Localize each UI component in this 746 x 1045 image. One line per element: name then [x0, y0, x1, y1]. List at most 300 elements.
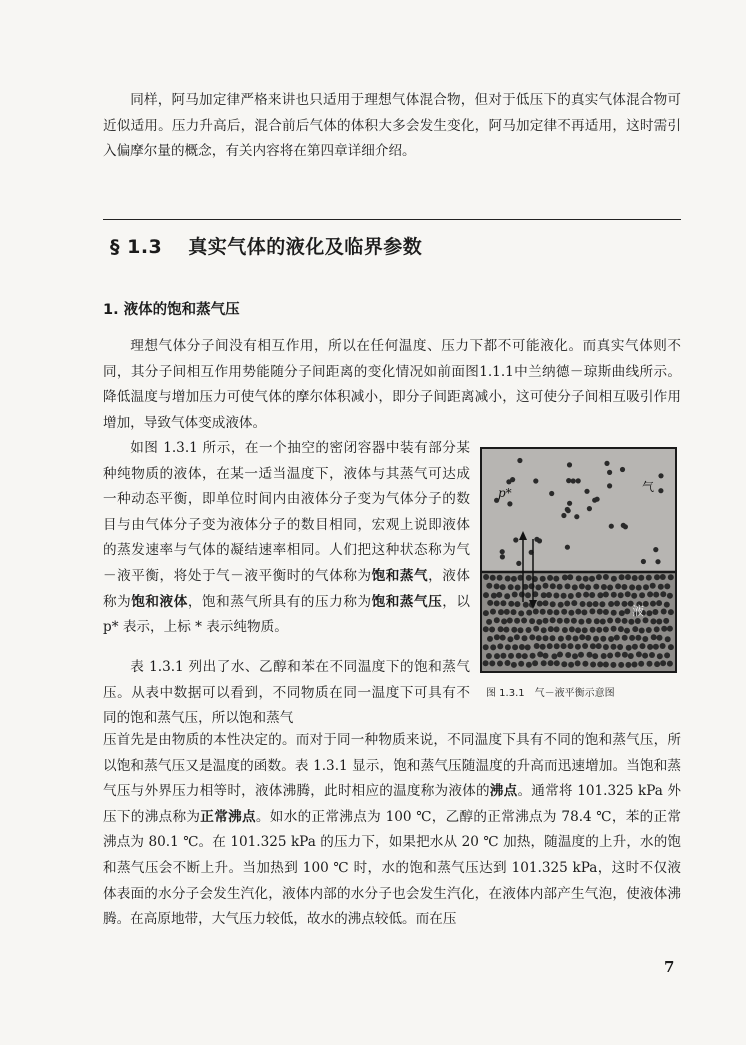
liquid-molecule [653, 644, 659, 650]
liquid-molecule [601, 584, 607, 590]
liquid-molecule [503, 627, 509, 633]
paragraph-equilibrium [103, 436, 470, 641]
gas-molecule [571, 478, 576, 483]
liquid-molecule [543, 635, 549, 641]
liquid-molecule [660, 591, 666, 597]
gas-molecule [584, 489, 589, 494]
label-p-star: p* [498, 486, 512, 500]
liquid-molecule [500, 653, 506, 659]
liquid-molecule [643, 617, 649, 623]
liquid-molecule [635, 635, 641, 641]
liquid-molecule [621, 584, 627, 590]
liquid-molecule [523, 602, 529, 608]
liquid-molecule [652, 609, 658, 615]
liquid-molecule [667, 593, 673, 599]
liquid-molecule [534, 643, 540, 649]
gas-molecule [566, 478, 571, 483]
liquid-molecule [518, 610, 524, 616]
liquid-molecule [625, 662, 631, 668]
liquid-molecule [551, 653, 557, 659]
paragraph-boiling-point [103, 728, 681, 933]
liquid-molecule [496, 592, 502, 598]
liquid-molecule [535, 584, 541, 590]
liquid-molecule [611, 576, 617, 582]
liquid-molecule [597, 609, 603, 615]
liquid-molecule [547, 643, 553, 649]
liquid-molecule [603, 574, 609, 580]
liquid-molecule [507, 618, 513, 624]
gas-molecule [607, 483, 612, 488]
liquid-molecule [593, 601, 599, 607]
liquid-molecule [514, 618, 520, 624]
liquid-molecule [603, 592, 609, 598]
liquid-molecule [643, 584, 649, 590]
liquid-molecule [596, 627, 602, 633]
liquid-molecule [597, 592, 603, 598]
liquid-molecule [543, 618, 549, 624]
liquid-molecule [553, 576, 559, 582]
liquid-molecule [541, 660, 547, 666]
liquid-molecule [504, 593, 510, 599]
liquid-molecule [530, 653, 536, 659]
liquid-molecule [541, 592, 547, 598]
liquid-molecule [603, 627, 609, 633]
liquid-molecule [550, 635, 556, 641]
liquid-molecule [494, 653, 500, 659]
liquid-molecule [629, 635, 635, 641]
liquid-molecule [642, 636, 648, 642]
figure-caption: 图 1.3.1 气－液平衡示意图 [486, 688, 615, 699]
liquid-molecule [622, 652, 628, 658]
liquid-molecule [522, 635, 528, 641]
liquid-molecule [581, 609, 587, 615]
liquid-molecule [632, 644, 638, 650]
liquid-molecule [665, 636, 671, 642]
liquid-molecule [668, 644, 674, 650]
liquid-molecule [500, 600, 506, 606]
liquid-molecule [592, 653, 598, 659]
gas-molecule [621, 523, 626, 528]
liquid-molecule [625, 574, 631, 580]
liquid-molecule [590, 662, 596, 668]
liquid-molecule [661, 626, 667, 632]
liquid-molecule [489, 660, 495, 666]
liquid-molecule [550, 583, 556, 589]
liquid-molecule [600, 636, 606, 642]
liquid-molecule [650, 601, 656, 607]
liquid-molecule [603, 644, 609, 650]
liquid-molecule [615, 652, 621, 658]
liquid-molecule [512, 592, 518, 598]
liquid-molecule [668, 574, 674, 580]
liquid-molecule [505, 660, 511, 666]
liquid-molecule [494, 583, 500, 589]
gas-molecule [658, 488, 663, 493]
liquid-molecule [568, 593, 574, 599]
liquid-molecule [656, 600, 662, 606]
liquid-molecule [525, 644, 531, 650]
liquid-molecule [582, 643, 588, 649]
liquid-molecule [657, 653, 663, 659]
liquid-molecule [569, 626, 575, 632]
liquid-molecule [593, 636, 599, 642]
liquid-molecule [548, 660, 554, 666]
liquid-molecule [607, 585, 613, 591]
liquid-molecule [650, 583, 656, 589]
liquid-molecule [515, 585, 521, 591]
liquid-molecule [585, 635, 591, 641]
liquid-molecule [639, 592, 645, 598]
liquid-molecule [536, 619, 542, 625]
paragraph-liquefaction: 理想气体分子间没有相互作用，所以在任何温度、压力下都不可能液化。而真实气体则不同，其分子间相互作用势能随分子间距离的变化情况如前面图1.1.1中兰纳德－琼斯曲线所示。降低温度与增加压力可使气体的摩尔体积减小，即分子间距离减小，这可使分子间相互吸引作用增加，导致气体变成液体。 [103, 338, 681, 431]
liquid-molecule [590, 643, 596, 649]
liquid-molecule [494, 634, 500, 640]
gas-molecule [567, 501, 572, 506]
liquid-molecule [561, 661, 567, 667]
subsection-heading: 1. 液体的饱和蒸气压 [103, 302, 240, 318]
liquid-molecule [587, 652, 593, 658]
liquid-molecule [607, 653, 613, 659]
liquid-molecule [540, 644, 546, 650]
liquid-molecule [611, 592, 617, 598]
liquid-molecule [518, 627, 524, 633]
liquid-molecule [622, 635, 628, 641]
liquid-molecule [494, 617, 500, 623]
term-boiling-point: 沸点 [489, 783, 518, 800]
gas-molecule [549, 491, 554, 496]
liquid-molecule [516, 653, 522, 659]
liquid-molecule [562, 575, 568, 581]
liquid-molecule [578, 652, 584, 658]
liquid-molecule [586, 618, 592, 624]
liquid-molecule [629, 584, 635, 590]
liquid-molecule [576, 592, 582, 598]
liquid-molecule [619, 610, 625, 616]
liquid-molecule [568, 662, 574, 668]
liquid-molecule [508, 584, 514, 590]
term-saturated-vapor-pressure: 饱和蒸气压 [371, 593, 443, 610]
gas-molecule [516, 561, 521, 566]
liquid-molecule [571, 600, 577, 606]
liquid-molecule [600, 619, 606, 625]
liquid-molecule [638, 575, 644, 581]
liquid-molecule [526, 610, 532, 616]
gas-molecule [517, 458, 522, 463]
liquid-molecule [611, 626, 617, 632]
gas-molecule [561, 513, 566, 518]
liquid-molecule [564, 601, 570, 607]
liquid-molecule [631, 593, 637, 599]
gas-molecule [500, 549, 505, 554]
liquid-molecule [632, 626, 638, 632]
liquid-molecule [565, 652, 571, 658]
liquid-molecule [540, 576, 546, 582]
liquid-molecule [525, 592, 531, 598]
liquid-molecule [537, 651, 543, 657]
liquid-molecule [654, 626, 660, 632]
liquid-molecule [646, 610, 652, 616]
liquid-molecule [483, 592, 489, 598]
gas-molecule [500, 554, 505, 559]
liquid-molecule [660, 660, 666, 666]
liquid-molecule [618, 626, 624, 632]
liquid-molecule [608, 636, 614, 642]
liquid-molecule [594, 618, 600, 624]
liquid-molecule [582, 627, 588, 633]
liquid-molecule [533, 626, 539, 632]
liquid-molecule [579, 583, 585, 589]
gas-molecule [641, 559, 646, 564]
liquid-molecule [490, 575, 496, 581]
liquid-molecule [632, 575, 638, 581]
liquid-molecule [579, 634, 585, 640]
section-heading [110, 232, 422, 259]
liquid-molecule [529, 618, 535, 624]
liquid-molecule [486, 653, 492, 659]
gas-molecule [604, 461, 609, 466]
liquid-molecule [505, 576, 511, 582]
liquid-molecule [667, 661, 673, 667]
liquid-molecule [580, 601, 586, 607]
liquid-molecule [626, 645, 632, 651]
liquid-molecule [664, 583, 670, 589]
liquid-molecule [635, 618, 641, 624]
liquid-molecule [511, 609, 517, 615]
liquid-molecule [553, 593, 559, 599]
liquid-molecule [583, 576, 589, 582]
liquid-molecule [483, 644, 489, 650]
term-saturated-vapor: 饱和蒸气 [371, 567, 429, 584]
liquid-molecule [593, 584, 599, 590]
gas-molecule [609, 524, 614, 529]
liquid-molecule [632, 662, 638, 668]
liquid-molecule [557, 584, 563, 590]
liquid-molecule [497, 661, 503, 667]
liquid-molecule [567, 574, 573, 580]
gas-molecule [607, 470, 612, 475]
liquid-molecule [564, 618, 570, 624]
liquid-molecule [587, 601, 593, 607]
paragraph-table-intro: 表 1.3.1 列出了水、乙醇和苯在不同温度下的饱和蒸气压。从表中数据可以看到，不同物质在同一温度下可具有不同的饱和蒸气压，所以饱和蒸气 [103, 659, 470, 727]
liquid-molecule [490, 609, 496, 615]
intro-paragraph: 同样，阿马加定律严格来讲也只适用于理想气体混合物，但对于低压下的真实气体混合物可近似适用。压力升高后，混合前后气体的体积大多会发生变化，阿马加定律不再适用，这时需引入偏摩尔量的概念，有关内容将在第四章详细介绍。 [103, 92, 681, 160]
liquid-molecule [543, 583, 549, 589]
liquid-molecule [664, 652, 670, 658]
liquid-molecule [541, 627, 547, 633]
gas-molecule [653, 547, 658, 552]
gas-molecule [533, 478, 538, 483]
liquid-molecule [487, 636, 493, 642]
liquid-molecule [599, 601, 605, 607]
liquid-molecule [636, 651, 642, 657]
liquid-molecule [664, 602, 670, 608]
liquid-molecule [647, 644, 653, 650]
section-number: § 1.3 [110, 236, 163, 258]
liquid-molecule [514, 634, 520, 640]
liquid-molecule [640, 643, 646, 649]
liquid-molecule [663, 618, 669, 624]
liquid-molecule [582, 661, 588, 667]
liquid-molecule [597, 661, 603, 667]
liquid-molecule [508, 653, 514, 659]
liquid-molecule [608, 601, 614, 607]
liquid-molecule [668, 609, 674, 615]
liquid-molecule [617, 644, 623, 650]
liquid-molecule [489, 627, 495, 633]
figure-diagram [480, 447, 677, 673]
liquid-molecule [650, 618, 656, 624]
liquid-molecule [558, 602, 564, 608]
p2-text-b: ，液体称为 [103, 567, 471, 610]
liquid-molecule [583, 592, 589, 598]
liquid-molecule [610, 662, 616, 668]
gas-molecule [574, 514, 579, 519]
label-gas: 气 [642, 480, 655, 494]
liquid-molecule [508, 601, 514, 607]
liquid-molecule [636, 585, 642, 591]
gas-molecule [565, 507, 570, 512]
term-normal-boiling-point: 正常沸点 [200, 808, 256, 825]
liquid-molecule [548, 626, 554, 632]
liquid-molecule [490, 644, 496, 650]
liquid-molecule [504, 609, 510, 615]
liquid-molecule [526, 575, 532, 581]
gas-molecule [510, 477, 515, 482]
liquid-molecule [483, 574, 489, 580]
liquid-molecule [554, 609, 560, 615]
gas-molecule [587, 506, 592, 511]
liquid-molecule [618, 592, 624, 598]
liquid-molecule [618, 662, 624, 668]
liquid-molecule [486, 619, 492, 625]
liquid-molecule [537, 601, 543, 607]
section-title: 真实气体的液化及临界参数 [188, 236, 423, 258]
liquid-molecule [601, 653, 607, 659]
gas-molecule [576, 478, 581, 483]
p2-text-a: 如图 1.3.1 所示，在一个抽空的密闭容器中装有部分某种纯物质的液体，在某一适当温度下，液体与其蒸气可达成一种动态平衡，即单位时间内由液体分子变为气体分子的数目与由气体分子变为液体分子的数目相同，宏观上说即液体的蒸发速率与气体的凝结速率相同。人们把这种状态称为气－液平衡，将处于气－液平衡时的气体称为 [103, 440, 470, 584]
liquid-molecule [573, 636, 579, 642]
liquid-molecule [578, 619, 584, 625]
liquid-molecule [638, 661, 644, 667]
liquid-molecule [521, 618, 527, 624]
liquid-molecule [497, 575, 503, 581]
liquid-molecule [536, 635, 542, 641]
liquid-molecule [661, 609, 667, 615]
liquid-molecule [487, 600, 493, 606]
liquid-molecule [568, 610, 574, 616]
liquid-molecule [649, 652, 655, 658]
liquid-molecule [518, 661, 524, 667]
liquid-molecule [589, 576, 595, 582]
liquid-molecule [514, 601, 520, 607]
liquid-molecule [561, 593, 567, 599]
liquid-molecule [615, 583, 621, 589]
liquid-molecule [654, 661, 660, 667]
liquid-molecule [511, 662, 517, 668]
liquid-molecule [646, 575, 652, 581]
liquid-molecule [483, 660, 489, 666]
liquid-molecule [543, 653, 549, 659]
liquid-molecule [654, 574, 660, 580]
liquid-molecule [614, 635, 620, 641]
liquid-molecule [532, 660, 538, 666]
gas-molecule [567, 462, 572, 467]
liquid-molecule [557, 652, 563, 658]
liquid-molecule [500, 584, 506, 590]
liquid-molecule [575, 644, 581, 650]
liquid-molecule [483, 626, 489, 632]
liquid-molecule [660, 643, 666, 649]
liquid-molecule [585, 584, 591, 590]
liquid-molecule [497, 643, 503, 649]
liquid-molecule [614, 601, 620, 607]
liquid-molecule [547, 575, 553, 581]
p2-text-d: ，以 p* 表示，上标 * 表示纯物质。 [103, 593, 471, 636]
liquid-molecule [561, 643, 567, 649]
liquid-molecule [540, 609, 546, 615]
liquid-molecule [575, 609, 581, 615]
liquid-molecule [498, 609, 504, 615]
liquid-molecule [565, 583, 571, 589]
liquid-molecule [628, 653, 634, 659]
liquid-molecule [568, 643, 574, 649]
liquid-molecule [589, 608, 595, 614]
page-number: 7 [664, 958, 675, 976]
liquid-molecule [653, 592, 659, 598]
liquid-molecule [656, 619, 662, 625]
gas-molecule [534, 537, 539, 542]
liquid-molecule [558, 636, 564, 642]
figure-gas-liquid-equilibrium [480, 447, 677, 673]
liquid-molecule [646, 627, 652, 633]
liquid-molecule [575, 627, 581, 633]
liquid-molecule [507, 636, 513, 642]
liquid-molecule [576, 575, 582, 581]
liquid-molecule [603, 662, 609, 668]
container-gas-region [481, 448, 676, 572]
liquid-molecule [596, 574, 602, 580]
p4-text-c: 。如水的正常沸点为 100 ℃，乙醇的正常沸点为 78.4 ℃，苯的正常沸点为 80.1 ℃。在 101.325 kPa 的压力下，如果把水从 20 ℃ 加热，随温度的上升，水的饱和蒸气压会不断上升。当加热到 100 ℃ 时，水的饱和蒸气压达到 101.325 kPa，这时不仅液体表面的水分子会发生汽化，液体内部的水分子也会发生汽化，在液体内部产生气泡，使液体沸腾。在高原地带，大气压力较低，故水的沸点较低。而在压 [103, 808, 682, 928]
liquid-molecule [501, 618, 507, 624]
gas-molecule [565, 545, 570, 550]
liquid-molecule [511, 576, 517, 582]
liquid-molecule [575, 660, 581, 666]
liquid-molecule [639, 628, 645, 634]
liquid-molecule [572, 584, 578, 590]
liquid-molecule [500, 635, 506, 641]
liquid-molecule [498, 626, 504, 632]
gas-molecule [620, 467, 625, 472]
liquid-molecule [554, 643, 560, 649]
liquid-molecule [624, 628, 630, 634]
liquid-molecule [562, 627, 568, 633]
liquid-molecule [611, 644, 617, 650]
liquid-molecule [651, 634, 657, 640]
gas-molecule [658, 473, 663, 478]
liquid-molecule [642, 653, 648, 659]
liquid-molecule [546, 592, 552, 598]
liquid-molecule [571, 618, 577, 624]
liquid-molecule [603, 609, 609, 615]
liquid-molecule [647, 591, 653, 597]
liquid-molecule [615, 618, 621, 624]
liquid-molecule [590, 627, 596, 633]
liquid-molecule [625, 591, 631, 597]
gas-molecule [595, 497, 600, 502]
gas-molecule [655, 559, 660, 564]
liquid-molecule [566, 635, 572, 641]
p2-text-c: ，饱和蒸气所具有的压力称为 [187, 593, 372, 610]
